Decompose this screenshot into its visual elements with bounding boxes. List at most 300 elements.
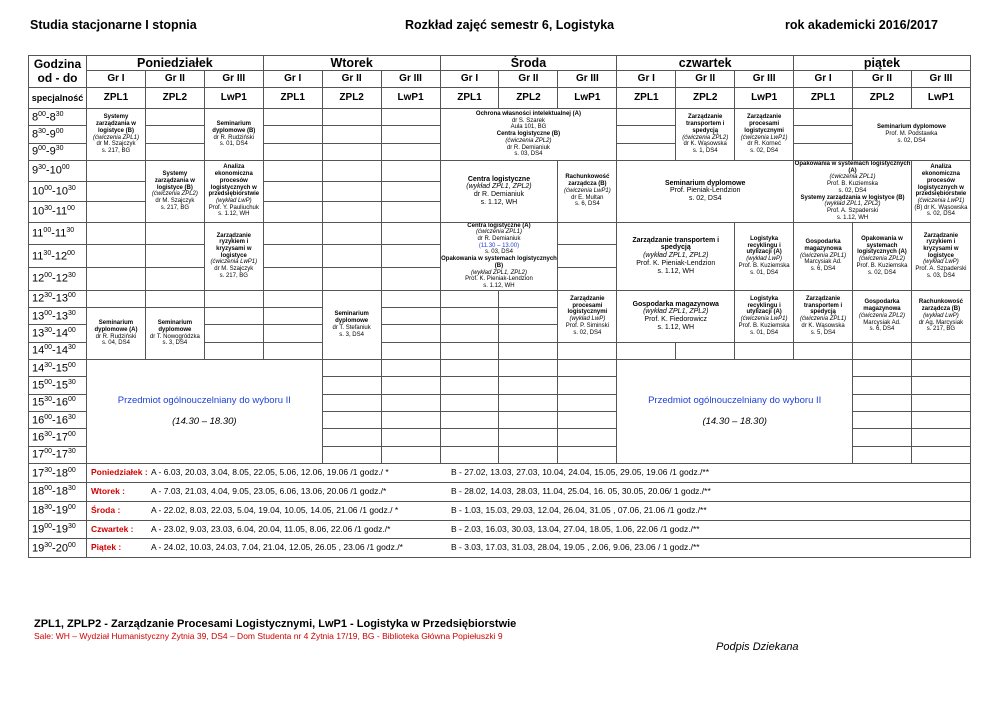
empty-slot xyxy=(322,377,381,394)
time-cell: $11^{30}-12^{00}$ xyxy=(29,245,87,268)
empty-slot xyxy=(440,360,499,377)
date-day: Piątek : xyxy=(91,542,122,553)
empty-slot xyxy=(204,290,263,307)
empty-slot xyxy=(440,308,499,325)
event-line: dr Ag. Marcysiak xyxy=(918,319,964,326)
class-event[interactable] xyxy=(87,360,323,464)
event-line: (wykład ZPL1, ZPL2) xyxy=(643,308,709,316)
empty-slot xyxy=(381,325,440,342)
empty-slot xyxy=(322,394,381,411)
date-list-b: B - 2.03, 16.03, 30.03, 13.04, 27.04, 18.05, 1.06, 22.06 /1 godz./** xyxy=(451,523,700,534)
class-event[interactable] xyxy=(617,360,853,464)
event-line: Marcysiak Ad. xyxy=(804,259,842,266)
class-event[interactable] xyxy=(794,290,853,342)
class-event[interactable] xyxy=(440,222,558,290)
event-line: Seminarium dyplomowe xyxy=(157,320,193,333)
event-line: s. 1.12, WH xyxy=(657,267,695,275)
event-line: (wykład ZPL1, ZPL2) xyxy=(824,201,881,208)
class-event[interactable] xyxy=(204,161,263,222)
specialty-header: LwP1 xyxy=(911,88,970,109)
event-line: Gospodarka magazynowa xyxy=(863,299,901,313)
empty-slot xyxy=(558,222,617,245)
event-line: (ćwiczenia LwP1) xyxy=(210,259,258,266)
event-line: (ćwiczenia LwP1) xyxy=(740,316,788,323)
empty-slot xyxy=(204,308,263,325)
empty-slot xyxy=(558,377,617,394)
class-event[interactable] xyxy=(87,109,146,161)
time-cell: $9^{30}-10^{00}$ xyxy=(29,161,87,181)
class-event[interactable] xyxy=(87,308,146,360)
time-cell: $14^{30}-15^{00}$ xyxy=(29,360,87,377)
event-line: (ćwiczenia ZPL1) xyxy=(475,229,522,236)
empty-slot xyxy=(381,143,440,160)
date-list-a: A - 6.03, 20.03, 3.04, 8.05, 22.05, 5.06, 12.06, 19.06 /1 godz./ * xyxy=(151,467,389,478)
empty-slot xyxy=(617,126,676,143)
event-line: Prof. A. Szpaderski xyxy=(915,266,967,273)
event-line: Gospodarka magazynowa xyxy=(632,300,719,308)
class-event[interactable] xyxy=(853,109,971,161)
event-line: s. 02, DS4 xyxy=(867,269,896,276)
event-line: s. 6, DS4 xyxy=(575,201,600,208)
event-line: dr R. Rudziński xyxy=(213,134,255,141)
header-center: Rozkład zajęć semestr 6, Logistyka xyxy=(405,18,615,32)
date-day: Czwartek : xyxy=(91,523,134,534)
empty-slot xyxy=(558,412,617,429)
day-header: Poniedziałek xyxy=(87,56,264,71)
empty-slot xyxy=(204,342,263,359)
event-line: Zarządzanie ryzykiem i kryzysami w logistyce xyxy=(216,232,252,259)
class-event[interactable] xyxy=(911,161,970,222)
specialty-label: specjalność xyxy=(29,88,87,109)
empty-slot xyxy=(794,342,853,359)
empty-slot xyxy=(381,446,440,463)
empty-slot xyxy=(263,290,322,307)
empty-slot xyxy=(558,446,617,463)
empty-slot xyxy=(499,412,558,429)
empty-slot xyxy=(322,360,381,377)
empty-slot xyxy=(381,202,440,223)
time-cell: $12^{30}-13^{00}$ xyxy=(29,290,87,307)
event-line: Prof. K. Pieniak-Lendzion xyxy=(636,260,716,267)
empty-slot xyxy=(381,394,440,411)
event-line: dr M. Szajczyk xyxy=(155,197,195,204)
group-header: Gr II xyxy=(499,71,558,88)
event-line: Opakowania w systemach logistycznych (A) xyxy=(857,235,907,256)
event-line: Prof. B. Kuziemska xyxy=(856,262,908,269)
empty-slot xyxy=(381,412,440,429)
empty-slot xyxy=(263,181,322,201)
event-line: s. 01, DS4 xyxy=(750,329,779,336)
event-line: (B) dr K. Wąsowska xyxy=(914,204,968,211)
time-cell: $17^{00}-17^{30}$ xyxy=(29,446,87,463)
empty-slot xyxy=(381,267,440,290)
event-line: dr R. Rudziński xyxy=(95,333,137,340)
group-header: Gr I xyxy=(617,71,676,88)
empty-slot xyxy=(499,394,558,411)
date-row xyxy=(87,520,971,539)
event-line: Opakowania w systemach logistycznych (B) xyxy=(441,256,557,269)
empty-slot xyxy=(794,126,853,143)
time-cell: $10^{30}-11^{00}$ xyxy=(29,202,87,223)
empty-slot xyxy=(204,325,263,342)
event-line: Seminarium dyplomowe xyxy=(334,311,369,325)
date-list-a: A - 22.02, 8.03, 22.03, 5.04, 19.04, 10.05, 14.05, 21.06 /1 godz./ * xyxy=(151,504,399,515)
event-line: Prof. K. Pieniak-Lendzion xyxy=(465,276,533,283)
event-line: dr R. Korneć xyxy=(747,141,781,148)
event-time-range: (14.30 – 18.30) xyxy=(702,415,767,427)
event-line: (ćwiczenia LwP1) xyxy=(917,197,965,204)
empty-slot xyxy=(322,412,381,429)
empty-slot xyxy=(263,222,322,245)
date-list-a: A - 23.02, 9.03, 23.03, 6.04, 20.04, 11.05, 8.06, 22.06 /1 godz./* xyxy=(151,523,391,534)
time-cell: $16^{30}-17^{00}$ xyxy=(29,429,87,446)
empty-slot xyxy=(440,377,499,394)
event-line: dr R. Demianiuk xyxy=(477,235,521,242)
empty-slot xyxy=(558,360,617,377)
empty-slot xyxy=(87,222,146,245)
event-line: (ćwiczenia ZPL2) xyxy=(151,191,198,198)
time-cell: $13^{00}-13^{30}$ xyxy=(29,308,87,325)
event-line: (ćwiczenia LwP1) xyxy=(740,134,788,141)
empty-slot xyxy=(381,360,440,377)
date-row xyxy=(87,501,971,520)
empty-slot xyxy=(853,342,912,359)
empty-slot xyxy=(911,360,970,377)
class-event[interactable] xyxy=(676,109,735,161)
time-cell: $18^{30}-19^{00}$ xyxy=(29,501,87,520)
group-header: Gr I xyxy=(87,71,146,88)
event-line: (wykład LwP) xyxy=(746,256,782,263)
event-line: s. 6, DS4 xyxy=(869,326,895,333)
empty-slot xyxy=(145,126,204,143)
empty-slot xyxy=(381,342,440,359)
empty-slot xyxy=(322,222,381,245)
event-line: s. 02, DS4 xyxy=(838,187,867,194)
class-event[interactable] xyxy=(617,222,735,290)
event-line: Aula 101, BG xyxy=(510,124,547,131)
empty-slot xyxy=(735,342,794,359)
event-line: Prof. B. Kuziemska xyxy=(738,262,790,269)
event-line: dr T. Nowogródzka xyxy=(149,333,200,340)
empty-slot xyxy=(381,126,440,143)
empty-slot xyxy=(440,394,499,411)
empty-slot xyxy=(322,161,381,181)
class-event[interactable] xyxy=(735,109,794,161)
event-line: s. 03, DS4 xyxy=(926,272,955,279)
empty-slot xyxy=(322,429,381,446)
event-line: (wykład ZPL1, ZPL2) xyxy=(470,269,527,276)
empty-slot xyxy=(145,267,204,290)
event-line: (wykład ZPL1, ZPL2) xyxy=(466,183,532,191)
rooms-legend: Sale: WH – Wydział Humanistyczny Żytnia 39, DS4 – Dom Studenta nr 4 Żytnia 17/19, BG - Biblioteka Główna Popiełuszki 9 xyxy=(34,631,503,641)
empty-slot xyxy=(322,143,381,160)
event-line: s. 3, DS4 xyxy=(162,340,188,347)
empty-slot xyxy=(617,342,676,359)
event-line: Ochrona własności intelektualnej (A) xyxy=(475,111,581,117)
class-event[interactable] xyxy=(853,290,912,342)
time-cell: $9^{00}-9^{30}$ xyxy=(29,143,87,160)
event-line: (ćwiczenia ZPL2) xyxy=(505,137,552,144)
event-line: (wykład LwP) xyxy=(923,259,959,266)
event-line: Prof. Pieniak-Lendzion xyxy=(669,187,741,195)
empty-slot xyxy=(911,446,970,463)
specialty-header: ZPL2 xyxy=(322,88,381,109)
empty-slot xyxy=(381,290,440,307)
time-cell: $15^{00}-15^{30}$ xyxy=(29,377,87,394)
empty-slot xyxy=(499,325,558,342)
empty-slot xyxy=(381,377,440,394)
time-cell: $19^{00}-19^{30}$ xyxy=(29,520,87,539)
event-line: Seminarium dyplomowe xyxy=(664,179,746,187)
class-event[interactable] xyxy=(440,161,558,222)
event-line: s. 1.12, WH xyxy=(480,199,518,207)
event-line: s. 02, DS4 xyxy=(926,211,955,218)
date-list-a: A - 24.02, 10.03, 24.03, 7.04, 21.04, 12.05, 26.05 , 23.06 /1 godz./* xyxy=(151,542,403,553)
empty-slot xyxy=(322,202,381,223)
empty-slot xyxy=(87,245,146,268)
event-line: dr M. Szajczyk xyxy=(96,141,136,148)
event-line: s. 01, DS4 xyxy=(219,141,248,148)
specialty-header: ZPL1 xyxy=(87,88,146,109)
group-header: Gr I xyxy=(263,71,322,88)
class-event[interactable] xyxy=(558,290,617,342)
empty-slot xyxy=(853,429,912,446)
class-event[interactable] xyxy=(911,290,970,342)
class-event[interactable] xyxy=(204,109,263,161)
group-header: Gr II xyxy=(676,71,735,88)
empty-slot xyxy=(853,360,912,377)
event-line: Opakowania w systemach logistycznych (A) xyxy=(794,161,911,174)
event-line: s. 5, DS4 xyxy=(810,329,836,336)
class-event[interactable] xyxy=(440,109,617,161)
event-line: (wykład LwP) xyxy=(923,312,959,319)
empty-slot xyxy=(381,181,440,201)
header-right: rok akademicki 2016/2017 xyxy=(785,18,938,32)
event-line: dr E. Multan xyxy=(571,194,604,201)
empty-slot xyxy=(558,245,617,268)
event-line: dr K. Wąsowska xyxy=(683,141,727,148)
event-line: Seminarium dyplomowe (B) xyxy=(212,121,256,134)
time-cell: $12^{00}-12^{30}$ xyxy=(29,267,87,290)
class-event[interactable] xyxy=(204,222,263,290)
class-event[interactable] xyxy=(145,308,204,360)
empty-slot xyxy=(911,394,970,411)
event-line: s. 02, DS4 xyxy=(573,329,602,336)
empty-slot xyxy=(263,308,322,325)
class-event[interactable] xyxy=(794,161,912,222)
group-header: Gr II xyxy=(322,71,381,88)
time-cell: $14^{00}-14^{30}$ xyxy=(29,342,87,359)
empty-slot xyxy=(558,267,617,290)
empty-slot xyxy=(263,109,322,126)
empty-slot xyxy=(499,429,558,446)
event-line: s. 6, DS4 xyxy=(810,266,836,273)
date-row xyxy=(87,482,971,501)
date-list-b: B - 1.03, 15.03, 29.03, 12.04, 26.04, 31.05 , 07.06, 21.06 /1 godz./** xyxy=(451,504,707,515)
empty-slot xyxy=(558,342,617,359)
empty-slot xyxy=(263,126,322,143)
empty-slot xyxy=(145,109,204,126)
event-line: dr M. Szajczyk xyxy=(214,266,254,273)
class-event[interactable] xyxy=(558,161,617,222)
event-line: (ćwiczenia ZPL2) xyxy=(858,256,905,263)
event-line: Logistyka recyklingu i utylizacji (A) xyxy=(746,235,782,256)
class-event[interactable] xyxy=(735,222,794,290)
event-line: Prof. B. Kuziemska xyxy=(827,181,879,188)
time-cell: $19^{30}-20^{00}$ xyxy=(29,539,87,558)
empty-slot xyxy=(263,342,322,359)
event-line: Przedmiot ogólnouczelniany do wyboru II xyxy=(117,394,291,406)
empty-slot xyxy=(617,143,676,160)
event-line: Rachunkowość zarządcza (B) xyxy=(565,174,610,188)
event-line: Prof. A. Szpaderski xyxy=(827,208,879,215)
empty-slot xyxy=(440,429,499,446)
event-line: Prof. B. Kuziemska xyxy=(738,322,790,329)
empty-slot xyxy=(145,245,204,268)
empty-slot xyxy=(263,267,322,290)
empty-slot xyxy=(322,181,381,201)
day-header: piątek xyxy=(794,56,971,71)
empty-slot xyxy=(499,308,558,325)
empty-slot xyxy=(617,109,676,126)
date-list-b: B - 28.02, 14.03, 28.03, 11.04, 25.04, 16. 05, 30.05, 20.06/ 1 godz./** xyxy=(451,486,711,497)
time-cell: $15^{30}-16^{00}$ xyxy=(29,394,87,411)
empty-slot xyxy=(87,290,146,307)
empty-slot xyxy=(381,109,440,126)
empty-slot xyxy=(322,109,381,126)
event-line: Zarządzanie transportem i spedycją xyxy=(803,296,843,316)
class-event[interactable] xyxy=(853,222,912,290)
empty-slot xyxy=(794,143,853,160)
empty-slot xyxy=(263,202,322,223)
time-header xyxy=(29,56,87,88)
event-line: Prof. P. Siminski xyxy=(565,322,609,329)
event-line: Zarządzanie procesami logistycznymi xyxy=(567,296,608,316)
schedule-table xyxy=(28,55,971,558)
header-left: Studia stacjonarne I stopnia xyxy=(30,18,197,32)
empty-slot xyxy=(322,446,381,463)
event-line: s. 1.12, WH xyxy=(483,282,515,289)
date-row xyxy=(87,539,971,558)
empty-slot xyxy=(322,245,381,268)
specialty-header: ZPL1 xyxy=(794,88,853,109)
empty-slot xyxy=(499,360,558,377)
specialty-header: ZPL1 xyxy=(617,88,676,109)
empty-slot xyxy=(381,429,440,446)
date-list-b: B - 3.03, 17.03, 31.03, 28.04, 19.05 , 2.06, 9.06, 23.06 / 1 godz./** xyxy=(451,542,700,553)
empty-slot xyxy=(381,222,440,245)
time-cell: $10^{00}-10^{30}$ xyxy=(29,181,87,201)
event-line: Centra logistyczne xyxy=(467,175,531,183)
time-cell: $8^{00}-8^{30}$ xyxy=(29,109,87,126)
class-event[interactable] xyxy=(911,222,970,290)
empty-slot xyxy=(911,377,970,394)
empty-slot xyxy=(145,290,204,307)
event-line: Zarządzanie transportem i spedycją xyxy=(686,114,725,134)
event-line: (ćwiczenia LwP1) xyxy=(564,187,611,194)
empty-slot xyxy=(911,429,970,446)
event-line: Systemy zarządzania w logistyce (B) xyxy=(95,114,136,134)
date-day: Wtorek : xyxy=(91,486,125,497)
time-cell: $8^{30}-9^{00}$ xyxy=(29,126,87,143)
date-day: Poniedziałek : xyxy=(91,467,148,478)
event-line: s. 217, BG xyxy=(101,147,131,154)
event-line: Gospodarka magazynowa xyxy=(804,239,842,253)
event-line: Centra logistyczne (B) xyxy=(496,131,561,138)
event-line: Zarządzanie procesami logistycznymi xyxy=(744,114,784,134)
empty-slot xyxy=(263,325,322,342)
empty-slot xyxy=(87,267,146,290)
empty-slot xyxy=(558,394,617,411)
event-line: s. 03, DS4 xyxy=(514,151,543,158)
event-line: dr S. Szarek xyxy=(511,117,545,124)
event-line: Systemy zarządzania w logistyce (B) xyxy=(800,194,905,201)
event-line: (wykład ZPL1, ZPL2) xyxy=(643,252,709,260)
specialty-header: ZPL1 xyxy=(440,88,499,109)
event-line: (11.30 – 13.00) xyxy=(478,242,520,249)
legend: ZPL1, ZPLP2 - Zarządzanie Procesami Logistycznymi, LwP1 - Logistyka w Przedsiębiorstwie xyxy=(34,618,517,630)
empty-slot xyxy=(322,126,381,143)
empty-slot xyxy=(440,325,499,342)
specialty-header: LwP1 xyxy=(204,88,263,109)
event-line: Przedmiot ogólnouczelniany do wyboru II xyxy=(648,394,822,406)
event-line: s. 1.12, WH xyxy=(218,211,250,218)
day-header: Środa xyxy=(440,56,617,71)
empty-slot xyxy=(263,143,322,160)
date-row xyxy=(87,464,971,483)
class-event[interactable] xyxy=(322,290,381,359)
empty-slot xyxy=(87,181,146,201)
group-header: Gr III xyxy=(381,71,440,88)
event-line: Systemy zarządzania w logistyce (B) xyxy=(154,171,195,191)
time-header-label: Godzina od - do xyxy=(33,57,82,85)
event-line: dr T. Stefaniuk xyxy=(332,324,371,331)
class-event[interactable] xyxy=(617,290,735,342)
time-cell: $11^{00}-11^{30}$ xyxy=(29,222,87,245)
empty-slot xyxy=(440,412,499,429)
specialty-header: LwP1 xyxy=(735,88,794,109)
empty-slot xyxy=(440,342,499,359)
group-header: Gr III xyxy=(204,71,263,88)
event-line: s. 03, DS4 xyxy=(484,249,513,256)
specialty-header: ZPL2 xyxy=(145,88,204,109)
event-line: Seminarium dyplomowe xyxy=(876,124,946,131)
class-event[interactable] xyxy=(735,290,794,342)
class-event[interactable] xyxy=(794,222,853,290)
empty-slot xyxy=(676,342,735,359)
empty-slot xyxy=(794,109,853,126)
event-line: s. 01, DS4 xyxy=(750,269,779,276)
class-event[interactable] xyxy=(617,161,794,222)
empty-slot xyxy=(911,412,970,429)
event-line: dr R. Demianiuk xyxy=(473,191,525,199)
event-line: Prof. Y. Pauliuchuk xyxy=(208,204,259,211)
event-line: s. 217, BG xyxy=(219,272,248,279)
empty-slot xyxy=(853,412,912,429)
date-day: Środa : xyxy=(91,504,121,515)
event-line: (ćwiczenia ZPL1) xyxy=(800,252,847,259)
event-time-range: (14.30 – 18.30) xyxy=(172,415,237,427)
class-event[interactable] xyxy=(145,161,204,222)
time-cell: $16^{00}-16^{30}$ xyxy=(29,412,87,429)
event-line: dr K. Wąsowska xyxy=(801,322,845,329)
time-cell: $18^{00}-18^{30}$ xyxy=(29,482,87,501)
event-line: (wykład LwP) xyxy=(569,316,606,323)
specialty-header: ZPL2 xyxy=(676,88,735,109)
empty-slot xyxy=(87,202,146,223)
date-list-b: B - 27.02, 13.03, 27.03, 10.04, 24.04, 15.05, 29.05, 19.06 /1 godz./** xyxy=(451,467,710,478)
date-list-a: A - 7.03, 21.03, 4.04, 9.05, 23.05, 6.06, 13.06, 20.06 /1 godz./* xyxy=(151,486,387,497)
